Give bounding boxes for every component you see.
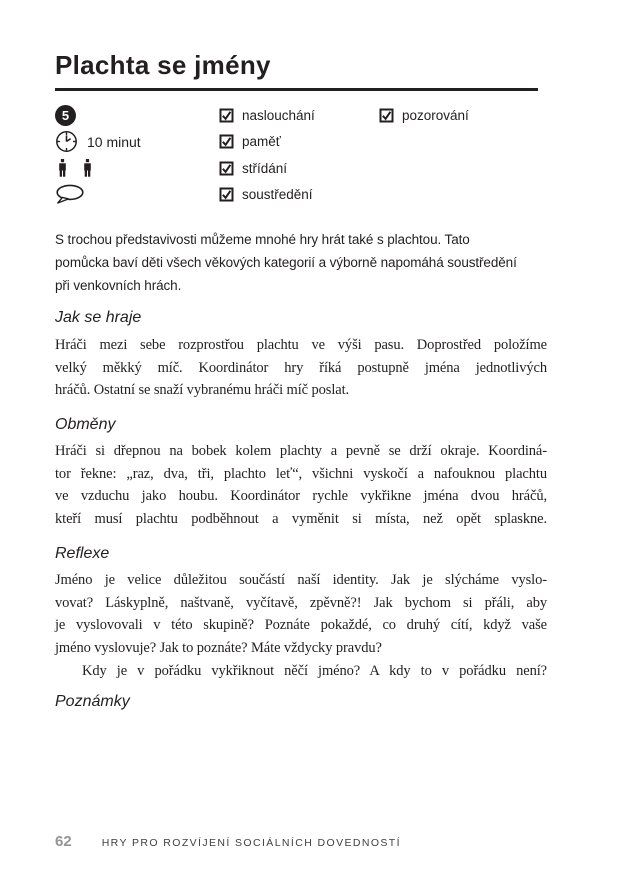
- variations-paragraph: [55, 440, 547, 531]
- paragraph-line: velký měkký míč. Koordinátor hry říká postupně jména jednotlivých: [55, 359, 547, 376]
- page-number: 62: [55, 833, 72, 850]
- clock-icon: [55, 130, 78, 153]
- paragraph-line: pomůcka baví děti všech věkových kategorií a výborně napomáhá soustředění: [55, 255, 517, 270]
- duration-label: 10 minut: [87, 133, 141, 150]
- page-footer: [55, 833, 401, 850]
- info-row: [55, 182, 547, 208]
- paragraph-line: Jméno je velice důležitou součástí naší identity. Jak je slýcháme vyslo-: [55, 572, 547, 588]
- checkbox-checked-icon: [379, 108, 394, 123]
- reflection-paragraph: [55, 569, 547, 683]
- title-divider: [55, 88, 538, 91]
- skill-label: paměť: [242, 134, 281, 149]
- section-heading-notes: Poznámky: [55, 693, 130, 710]
- paragraph-line: hráčů. Ostatní se snaží vybranému hráči míč poslat.: [55, 382, 350, 399]
- section-heading-reflection: Reflexe: [55, 545, 110, 562]
- checkbox-checked-icon: [219, 134, 234, 149]
- speech-bubble-icon: [55, 184, 85, 205]
- paragraph-line: Hráči si dřepnou na bobek kolem plachty a pevně se drží okraje. Koordiná-: [55, 443, 547, 459]
- paragraph-line: jméno vyslovuje? Jak to poznáte? Máte vždycky pravdu?: [55, 640, 382, 657]
- info-row: [55, 129, 547, 155]
- running-title: HRY PRO ROZVÍJENÍ SOCIÁLNÍCH DOVEDNOSTÍ: [101, 837, 401, 849]
- intro-paragraph: [55, 228, 547, 297]
- paragraph-line: tor řekne: „raz, dva, tři, plachto leť“, všichni vyskočí a nafouknou plachtu: [55, 465, 547, 482]
- paragraph-line: při venkovních hrách.: [55, 278, 182, 293]
- section-heading-variations: Obměny: [55, 416, 116, 433]
- paragraph-line: Hráči mezi sebe rozprostřou plachtu ve výši pasu. Doprostřed položíme: [55, 337, 547, 353]
- paragraph-line: kteří musí plachtu podběhnout a vyměnit si místa, než opět splaskne.: [55, 511, 547, 528]
- person-icon: [82, 159, 93, 177]
- section-heading-how-to-play: Jak se hraje: [55, 309, 142, 326]
- paragraph-line: Kdy je v pořádku vykřiknout něčí jméno? A kdy to v pořádku není?: [82, 662, 547, 679]
- how-to-play-paragraph: [55, 334, 547, 402]
- info-row: [55, 102, 547, 128]
- skill-label: střídání: [242, 160, 288, 176]
- paragraph-line: vovat? Láskyplně, naštvaně, vyčítavě, zpěvně?! Jak bychom si přáli, aby: [55, 594, 547, 611]
- page-title: Plachta se jmény: [55, 50, 271, 80]
- checkbox-checked-icon: [219, 187, 234, 202]
- skill-label: naslouchání: [242, 107, 315, 123]
- person-icon: [57, 159, 68, 177]
- paragraph-line: S trochou představivosti můžeme mnohé hry hrát také s plachtou. Tato: [55, 232, 470, 247]
- skill-label: pozorování: [402, 107, 469, 123]
- checkbox-checked-icon: [219, 108, 234, 123]
- paragraph-line: ve vzduchu jako houbu. Koordinátor rychle vykřikne jména dvou hráčů,: [55, 488, 547, 505]
- skill-label: soustředění: [242, 187, 313, 202]
- age-badge-icon: 5: [55, 105, 76, 126]
- paragraph-line: je vyslovovali v této skupině? Poznáte pokaždé, co druhý cítí, když vaše: [55, 617, 547, 634]
- checkbox-checked-icon: [219, 161, 234, 176]
- info-row: [55, 155, 547, 181]
- players-icon: [57, 159, 93, 177]
